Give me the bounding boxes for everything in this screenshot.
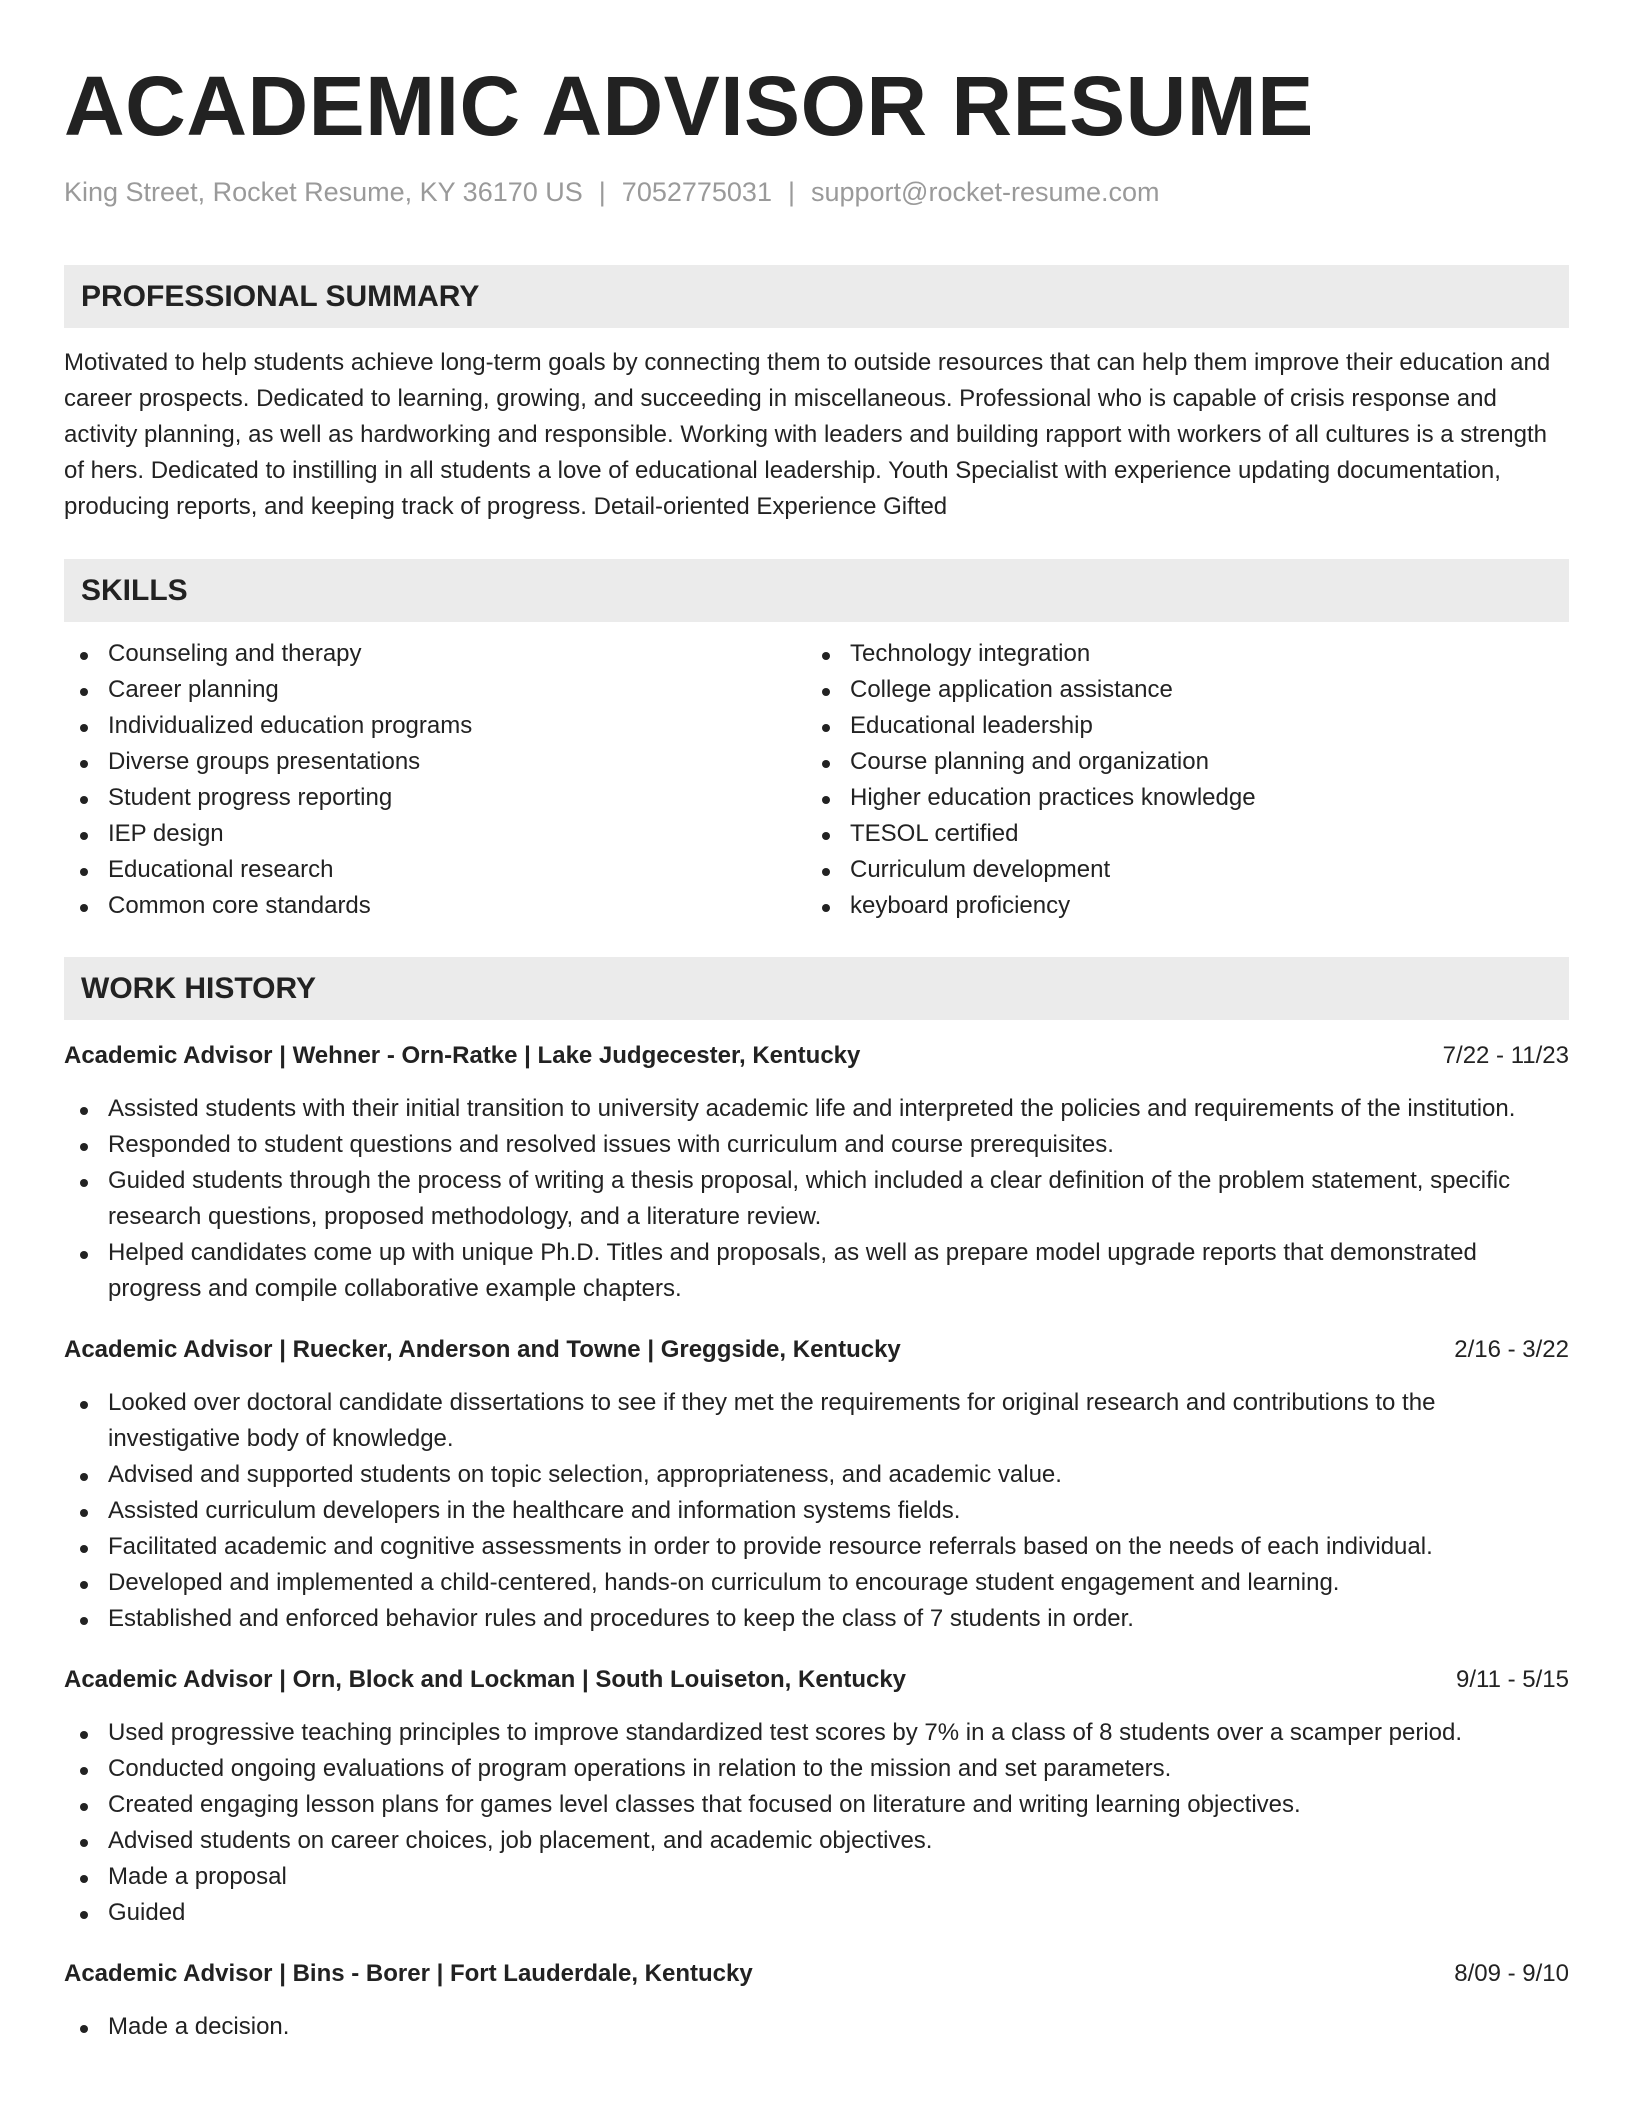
job-bullet: Made a decision. [64,2009,1569,2045]
skill-item: College application assistance [806,672,1548,708]
skill-item: TESOL certified [806,816,1548,852]
job-bullet: Developed and implemented a child-centered, hands-on curriculum to encourage student engagement and learning. [64,1565,1569,1601]
job-bullet: Advised students on career choices, job placement, and academic objectives. [64,1823,1569,1859]
skill-item: Common core standards [64,888,806,924]
skill-item: Technology integration [806,636,1548,672]
job-title: Academic Advisor | Orn, Block and Lockman | South Louiseton, Kentucky [64,1666,907,1694]
job-bullet: Assisted students with their initial transition to university academic life and interpreted the policies and requirements of the institution. [64,1091,1569,1127]
job-bullet: Advised and supported students on topic selection, appropriateness, and academic value. [64,1457,1569,1493]
section-heading-summary: PROFESSIONAL SUMMARY [64,265,1569,328]
job-bullet: Assisted curriculum developers in the healthcare and information systems fields. [64,1493,1569,1529]
contact-phone: 7052775031 [621,177,772,207]
job-bullets [64,1385,1569,1637]
summary-text: Motivated to help students achieve long-term goals by connecting them to outside resources that can help them improve their education and career prospects. Dedicated to learning, growing, and succeeding in miscellaneous. Professional who is capable of crisis response and activity planning, as well as hardworking and responsible. Working with leaders and building rapport with workers of all cultures is a strength of hers. Dedicated to instilling in all students a love of educational leadership. Youth Specialist with experience updating documentation, producing reports, and keeping track of progress. Detail-oriented Experience Gifted [64,349,1551,521]
section-heading-work-history: WORK HISTORY [64,957,1569,1020]
job-title: Academic Advisor | Ruecker, Anderson and Towne | Greggside, Kentucky [64,1336,901,1364]
skill-item: Educational research [64,852,806,888]
job-dates: 8/09 - 9/10 [1454,1960,1569,1988]
skill-item: Diverse groups presentations [64,744,806,780]
contact-separator: | [787,177,795,207]
job-title: Academic Advisor | Bins - Borer | Fort Lauderdale, Kentucky [64,1960,753,1988]
job-bullet: Made a proposal [64,1859,1569,1895]
job-dates: 2/16 - 3/22 [1454,1336,1569,1364]
job-bullet: Guided [64,1895,1569,1931]
job-bullets [64,2009,1569,2045]
contact-email: support@rocket-resume.com [810,177,1160,207]
job-entry [64,1038,1569,1307]
job-bullet: Created engaging lesson plans for games level classes that focused on literature and writing learning objectives. [64,1787,1569,1823]
skill-item: IEP design [64,816,806,852]
job-bullet: Conducted ongoing evaluations of program operations in relation to the mission and set parameters. [64,1751,1569,1787]
section-heading-skills: SKILLS [64,559,1569,622]
job-entry [64,1956,1569,2045]
skill-item: Counseling and therapy [64,636,806,672]
skills-list [64,636,1569,924]
skills-column-left [64,636,806,924]
skill-item: Educational leadership [806,708,1548,744]
job-bullet: Used progressive teaching principles to improve standardized test scores by 7% in a class of 8 students over a scamper period. [64,1715,1569,1751]
job-bullet: Looked over doctoral candidate dissertations to see if they met the requirements for original research and contributions to the investigative body of knowledge. [64,1385,1569,1457]
contact-separator: | [598,177,606,207]
resume-title: ACADEMIC ADVISOR RESUME [64,59,1314,153]
skill-item: Individualized education programs [64,708,806,744]
job-header [64,1956,1569,1992]
job-bullet: Responded to student questions and resolved issues with curriculum and course prerequisites. [64,1127,1569,1163]
job-bullet: Guided students through the process of writing a thesis proposal, which included a clear definition of the problem statement, specific research questions, proposed methodology, and a literature review. [64,1163,1569,1235]
skill-item: Higher education practices knowledge [806,780,1548,816]
job-title: Academic Advisor | Wehner - Orn-Ratke | Lake Judgecester, Kentucky [64,1042,861,1070]
job-entry [64,1662,1569,1931]
job-bullets [64,1715,1569,1931]
job-header [64,1662,1569,1698]
skill-item: Student progress reporting [64,780,806,816]
job-bullets [64,1091,1569,1307]
skill-item: Career planning [64,672,806,708]
job-dates: 9/11 - 5/15 [1456,1666,1569,1694]
job-dates: 7/22 - 11/23 [1442,1042,1569,1070]
skill-item: keyboard proficiency [806,888,1548,924]
job-header [64,1332,1569,1368]
skill-item: Course planning and organization [806,744,1548,780]
job-bullet: Helped candidates come up with unique Ph.D. Titles and proposals, as well as prepare model upgrade reports that demonstrated progress and compile collaborative example chapters. [64,1235,1569,1307]
job-header [64,1038,1569,1074]
skill-item: Curriculum development [806,852,1548,888]
skills-column-right [806,636,1548,924]
job-bullet: Established and enforced behavior rules and procedures to keep the class of 7 students in order. [64,1601,1569,1637]
contact-address: King Street, Rocket Resume, KY 36170 US [64,177,583,207]
job-entry [64,1332,1569,1637]
contact-line [64,176,1569,208]
job-bullet: Facilitated academic and cognitive assessments in order to provide resource referrals based on the needs of each individual. [64,1529,1569,1565]
